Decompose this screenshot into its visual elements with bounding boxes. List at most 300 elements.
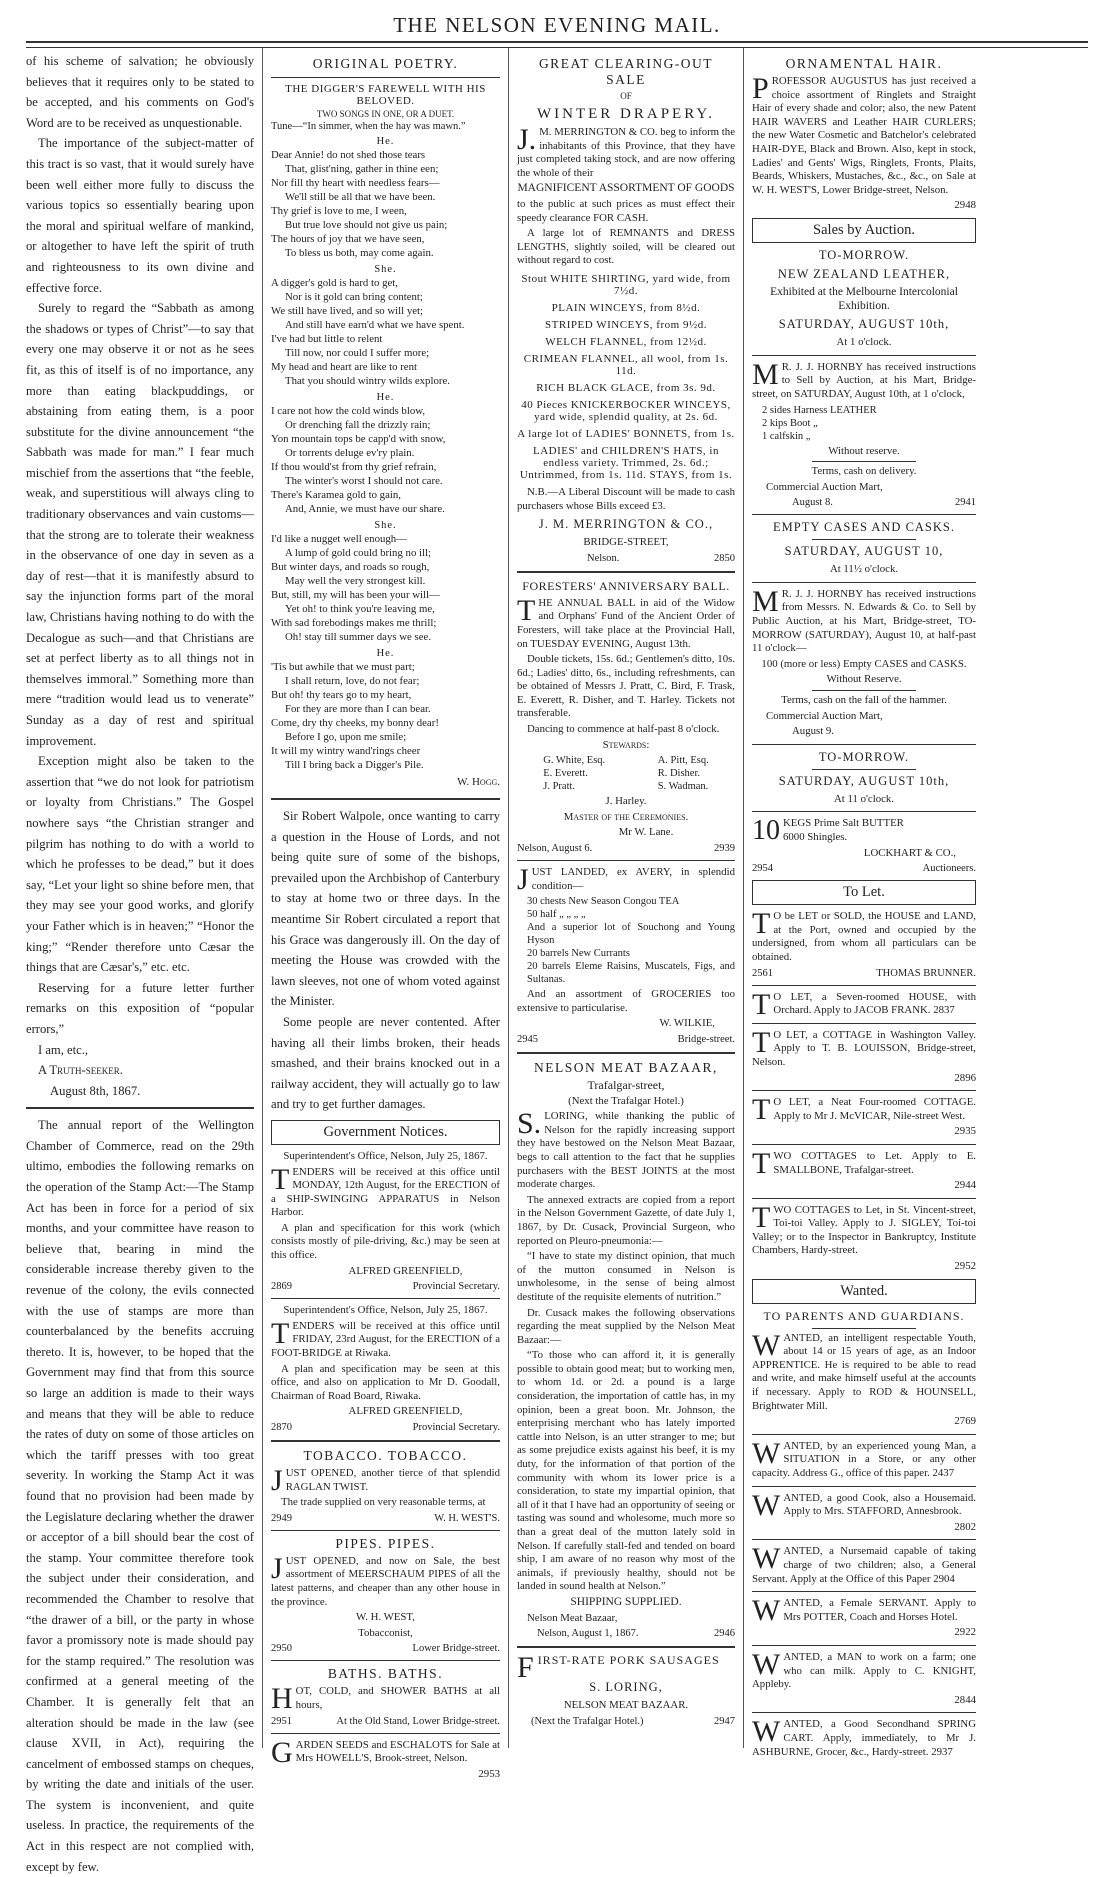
ad-number: 2952 xyxy=(954,1260,976,1273)
just-landed-ad xyxy=(517,863,735,1046)
ad-heading: TO PARENTS AND GUARDIANS. xyxy=(763,1308,965,1323)
drapery-sale-ad xyxy=(517,56,735,565)
wanted-ad xyxy=(752,1542,976,1586)
ad-number: 2935 xyxy=(954,1125,976,1138)
ad-number: 2896 xyxy=(954,1071,976,1084)
notice-office: Superintendent's Office, Nelson, July 25, 1867. xyxy=(283,1304,488,1317)
ad-number: 2945 xyxy=(517,1034,538,1045)
ad-number: 2939 xyxy=(714,843,735,855)
auction-item: 1 calfskin „ xyxy=(762,430,811,442)
steward: E. Everett. xyxy=(543,768,588,780)
divider xyxy=(752,1645,976,1646)
ad-text: ANTED, a Nursemaid capable of taking charge of two children; also, a General Servant. Apply at the Office of this Paper xyxy=(752,1545,976,1585)
wanted-ad xyxy=(752,1488,976,1535)
poem-line: A digger's gold is hard to get, xyxy=(271,277,398,289)
ad-number: 2904 xyxy=(933,1572,955,1585)
notice-text: A plan and specification for this work (which consists mostly of pile-driving, &c.) may be seen at this office. xyxy=(271,1221,500,1262)
ad-text: R. J. J. HORNBY has received instructions from Messrs. N. Edwards & Co. to Sell by Public Auction, at his Mart, Bridge-street, TO-MORROW (SATURDAY), August 10, at half-past 11 o'clock— xyxy=(752,587,976,655)
ad-heading: GREAT CLEARING-OUT SALE xyxy=(538,56,714,87)
notice-signer: ALFRED GREENFIELD, xyxy=(348,1264,463,1277)
poem-line: Yon mountain tops be capp'd with snow, xyxy=(271,433,446,445)
poem-line: Before I go, upon me smile; xyxy=(285,731,407,743)
ad-text: UST OPENED, and now on Sale, the best assortment of MEERSCHAUM PIPES of all the latest patterns, and cheaper than any other house in the province. xyxy=(271,1554,500,1608)
ad-signer: Nelson Meat Bazaar, xyxy=(527,1611,618,1624)
notice-signer: ALFRED GREENFIELD, xyxy=(348,1405,463,1418)
poem-line: A lump of gold could bring no ill; xyxy=(285,547,432,559)
divider xyxy=(752,1434,976,1435)
ad-text: O LET, a Seven-roomed HOUSE, with Orchard. Apply to JACOB FRANK. xyxy=(773,990,976,1017)
landed-item: And a superior lot of Souchong and Young Hyson xyxy=(527,922,735,947)
divider xyxy=(271,1733,500,1734)
column-4 xyxy=(744,48,984,1758)
divider xyxy=(271,1440,500,1442)
poem-line: To bless us both, may come again. xyxy=(285,247,434,259)
poem-line: We'll still be all that we have been. xyxy=(285,191,436,203)
notice-text: ENDERS will be received at this office until FRIDAY, 23rd August, for the ERECTION of a FOOT-BRIDGE at Riwaka. xyxy=(271,1319,500,1360)
auction-item: 100 (more or less) Empty CASES and CASKS. xyxy=(761,657,967,670)
poem-line: The winter's worst I should not care. xyxy=(285,475,443,487)
ad-quote: “I have to state my distinct opinion, that much of the mutton consumed in Nelson is unwholesome, in the sense of being almost destitute of the requisite elements of nutrition.” xyxy=(517,1250,735,1303)
stanza xyxy=(271,404,500,516)
divider xyxy=(812,461,916,462)
poem-line: We still have lived, and so will yet; xyxy=(271,305,424,317)
ad-number: 2561 xyxy=(752,967,773,979)
divider xyxy=(752,1712,976,1713)
ad-heading: WINTER DRAPERY. xyxy=(536,106,716,122)
ad-number: 2948 xyxy=(954,199,976,212)
ad-text: 6000 Shingles. xyxy=(783,831,848,843)
auction-time: At 1 o'clock. xyxy=(836,336,892,349)
divider xyxy=(271,1298,500,1299)
steward: S. Wadman. xyxy=(657,781,709,793)
ad-number: 2953 xyxy=(478,1767,500,1780)
poem-line: For they are more than I can bear. xyxy=(285,703,431,715)
poem-line: I've had but little to relent xyxy=(271,333,383,345)
ad-date: Nelson, August 6. xyxy=(517,843,593,855)
ad-note: N.B.—A Liberal Discount will be made to cash purchasers whose Bills exceed £3. xyxy=(517,485,735,512)
poem-line: Yet oh! to think you're leaving me, xyxy=(285,603,435,615)
poem-line: That, glist'ning, gather in thine een; xyxy=(285,163,439,175)
poem-line: I'd like a nugget well enough— xyxy=(271,533,407,545)
meat-bazaar-ad xyxy=(517,1060,735,1640)
stanza xyxy=(271,532,500,644)
ad-number: 2951 xyxy=(271,1715,292,1727)
drop-cap: S. xyxy=(517,1107,542,1141)
poem-line: 'Tis but awhile that we must part; xyxy=(271,661,415,673)
poem-line: It will my wintry wand'rings cheer xyxy=(271,745,421,757)
drop-cap: M xyxy=(752,357,779,391)
ad-highlight: MAGNIFICENT ASSORTMENT OF GOODS xyxy=(517,182,735,195)
stanza xyxy=(271,148,500,260)
ad-number: 2944 xyxy=(954,1179,976,1192)
auction-terms: Terms, cash on the fall of the hammer. xyxy=(781,694,947,707)
to-let-ad xyxy=(752,987,976,1021)
divider xyxy=(752,744,976,745)
drop-cap: W xyxy=(752,1542,781,1576)
divider xyxy=(517,1646,735,1648)
wanted-ad xyxy=(752,1436,976,1481)
divider xyxy=(752,1023,976,1024)
ad-heading: PIPES. PIPES. xyxy=(335,1535,436,1551)
wanted-ad xyxy=(752,1647,976,1707)
wanted-heading: Wanted. xyxy=(752,1279,976,1304)
ad-number: 2837 xyxy=(933,1004,955,1017)
masthead-rule xyxy=(26,41,1088,48)
drop-cap: M xyxy=(752,584,779,618)
steward: R. Disher. xyxy=(657,768,700,780)
stanza xyxy=(271,276,500,388)
drop-cap: T xyxy=(271,1316,290,1350)
poem-line: And, Annie, we must have our share. xyxy=(285,503,445,515)
auction-title: EMPTY CASES AND CASKS. xyxy=(773,520,955,535)
poem-line: Or torrents deluge ev'ry plain. xyxy=(285,447,415,459)
ad-heading: FORESTERS' ANNIVERSARY BALL. xyxy=(522,578,730,593)
ad-text: ANTED, a good Cook, also a Housemaid. Apply to Mrs. STAFFORD, Annesbrook. xyxy=(783,1491,976,1518)
speaker-label: He. xyxy=(376,392,395,403)
ad-text: OT, COLD, and SHOWER BATHS at all hours, xyxy=(295,1685,500,1711)
ad-text: Double tickets, 15s. 6d.; Gentlemen's ditto, 10s. 6d.; Ladies' ditto, 6s., including refreshments, can be obtained of Messrs J. Pratt, C. Bird, F. Trask, E. Everett, R. Disher, and T. Harley. Tickets not transferable. xyxy=(517,653,735,720)
ad-text: M. MERRINGTON & CO. beg to inform the inhabitants of this Province, that they have just completed taking stock, and are now offering the whole of their xyxy=(517,126,735,179)
poem-line: Till I bring back a Digger's Pile. xyxy=(285,759,424,771)
poem-line: Till now, nor could I suffer more; xyxy=(285,347,430,359)
divider xyxy=(752,1486,976,1487)
ad-number: 2947 xyxy=(714,1715,735,1727)
steward: J. Pratt. xyxy=(543,781,576,793)
notice-title: Provincial Secretary. xyxy=(412,1422,500,1433)
stamp-act-article: The annual report of the Wellington Chamber of Commerce, read on the 29th ultimo, embodies the following remarks on the operation of the Stamp Act:—The Stamp Act has been in force for a period of six months, and your committee have reason to believe that, bearing in mind the considerable increase thereby given to the revenue of the colony, the evils connected with the use of stamps are more than counterbalanced by the benefits accruing thereto. It is, however, to be hoped that the Government may find that from this source so large an addition is made to their ways and means that they will be able to reduce the rates of duty on some of those articles on which the tariff presses with too great severity. In working the Stamp Act it was found that no provision had been made by the Legislature declaring whether the drawer or acceptor of a bill should bear the cost of the stamp. Your committee therefore took the subject under their consideration, and recommended the Chamber to resolve that “the drawer of a bill, or the party in whose favor a promissory note is made should pay for the stamp required.” The resolution was confirmed at a general meeting of the Chamber. It is generally felt that an alteration should be made in the law (see clause XVII, in Act), requiring the cancelment of embossed stamps on cheques, by writing the date and initials of the user. The system is inconvenient, and quite useless. In practice, the requirements of the Act in this respect are not complied with, except by few. xyxy=(26,1118,254,1874)
ad-date: August 9. xyxy=(792,725,834,738)
poem-line: I care not how the cold winds blow, xyxy=(271,405,426,417)
letter-date: August 8th, 1867. xyxy=(50,1083,141,1098)
auction-terms: Terms, cash on delivery. xyxy=(811,465,917,478)
ad-text: The trade supplied on very reasonable terms, at xyxy=(281,1496,486,1509)
divider xyxy=(752,1090,976,1091)
auction-day: TO-MORROW. xyxy=(818,247,910,262)
drop-cap: J xyxy=(517,863,529,897)
ad-signer: THOMAS BRUNNER. xyxy=(876,967,976,979)
notice-title: Provincial Secretary. xyxy=(412,1281,500,1293)
ad-number: 2937 xyxy=(931,1745,953,1758)
ad-text: KEGS Prime Salt BUTTER xyxy=(783,817,904,830)
ad-signer: LOCKHART & CO., xyxy=(863,846,956,859)
ad-number: 2949 xyxy=(271,1512,292,1524)
ad-text: O LET, a COTTAGE in Washington Valley. Apply to T. B. LOUISSON, Bridge-street, Nelson. xyxy=(752,1028,976,1068)
auction-subtitle: Exhibited at the Melbourne Intercolonial Exhibition. xyxy=(770,285,958,312)
ad-text: WO COTTAGES to Let. Apply to E. SMALLBONE, Trafalgar-street. xyxy=(773,1149,976,1176)
drop-cap: T xyxy=(752,1093,771,1127)
ad-heading: TOBACCO. TOBACCO. xyxy=(303,1448,468,1463)
poem-line: Come, dry thy cheeks, my bonny dear! xyxy=(271,717,439,729)
drop-cap: T xyxy=(752,1146,771,1180)
auction-title: NEW ZEALAND LEATHER, xyxy=(777,266,951,281)
poem-line: But true love should not give us pain; xyxy=(285,219,448,231)
ad-text: R. J. J. HORNBY has received instructions to Sell by Auction, at his Mart, Bridge-street, on SATURDAY, August 10th, at 1 o'clock, xyxy=(752,360,976,400)
sale-item: A large lot of LADIES' BONNETS, from 1s. xyxy=(517,427,735,440)
divider xyxy=(271,1660,500,1661)
cases-auction xyxy=(752,520,976,739)
auction-item: 2 sides Harness LEATHER xyxy=(762,404,877,416)
tobacco-ad xyxy=(271,1448,500,1525)
to-let-ad xyxy=(752,1200,976,1274)
poem-line: Dear Annie! do not shed those tears xyxy=(271,149,426,161)
auction-reserve: Without Reserve. xyxy=(826,673,902,686)
ad-town: Nelson. xyxy=(587,552,620,564)
drop-cap: J. xyxy=(517,123,537,156)
speaker-label: She. xyxy=(374,520,397,531)
government-notice xyxy=(271,1150,500,1293)
speaker-label: He. xyxy=(376,136,395,147)
ad-number: 2769 xyxy=(954,1415,976,1428)
landed-item: 20 barrels Eleme Raisins, Muscatels, Figs, and Sultanas. xyxy=(527,961,735,986)
notice-text: A plan and specification may be seen at this office, and also on application to Mr D. Goodall, Chairman of Road Board, Riwaka. xyxy=(271,1362,500,1402)
foresters-ball-ad xyxy=(517,579,735,855)
ad-text: UST LANDED, ex AVERY, in splendid condition— xyxy=(531,866,735,892)
auction-mart: Commercial Auction Mart, xyxy=(766,480,883,493)
ad-text: The annexed extracts are copied from a report in the Nelson Government Gazette, of date July 1, 1867, by Dr. Cusack, Provincial Surgeon, who reported on Pleuro-pneumonia:— xyxy=(517,1193,735,1247)
stewards-heading: Stewards: xyxy=(602,738,650,751)
drop-cap: W xyxy=(752,1488,781,1522)
government-notices-heading: Government Notices. xyxy=(271,1120,500,1145)
ad-heading-of: OF xyxy=(620,91,632,101)
sale-item: STRIPED WINCEYS, from 9½d. xyxy=(545,318,707,331)
auction-time: At 11½ o'clock. xyxy=(829,563,899,576)
ad-text: ANTED, by an experienced young Man, a SITUATION in a Store, or any other capacity. Address G., office of this paper. xyxy=(752,1439,976,1479)
divider xyxy=(752,985,976,986)
ad-address: NELSON MEAT BAZAAR. xyxy=(563,1699,689,1712)
ad-number: 2870 xyxy=(271,1422,292,1433)
ad-signer: W. WILKIE, xyxy=(659,1017,715,1030)
drop-cap: W xyxy=(752,1436,781,1470)
poem-line: But winter days, and roads so rough, xyxy=(271,561,430,573)
drop-cap: J xyxy=(271,1464,283,1497)
divider xyxy=(271,1530,500,1531)
ad-number: 2802 xyxy=(954,1520,976,1533)
poem-line: Or drenching fall the drizzly rain; xyxy=(285,419,431,431)
wanted-ad xyxy=(752,1715,976,1759)
divider xyxy=(271,798,500,800)
ad-text: O LET, a Neat Four-roomed COTTAGE. Apply to Mr J. McVICAR, Nile-street West. xyxy=(773,1096,976,1122)
landed-item: 50 half „ „ „ „ xyxy=(527,909,586,921)
drop-cap: T xyxy=(752,1200,771,1234)
ad-text: ROFESSOR AUGUSTUS has just received a choice assortment of Ringlets and Straight Hair of every shade and color; also, the new Patent HAIR WAVERS and Leather HAIR CURLERS; the new Water Cosmetic and Batchelor's celebrated HAIR-DYE, Black and Brown. Also, kept in stock, Ladies' and Gents' Wigs, Ringlets, Fronts, Plaits, Beards, Whiskers, Mustaches, &c., &c., on Sale at W. H. WEST'S, Lower Bridge-street, Nelson. xyxy=(752,75,976,196)
ad-text: LORING, while thanking the public of Nelson for the rapidly increasing support they have bestowed on the Nelson Meat Bazaar, begs to call attention to the fact that he supplies purchasers with the BEST JOINTS at the most moderate charges. xyxy=(517,1110,735,1191)
ad-number: 2869 xyxy=(271,1281,292,1293)
poem-line: But oh! thy tears go to my heart, xyxy=(271,689,412,701)
poem-title: THE DIGGER'S FAREWELL WITH HIS BELOVED. xyxy=(285,83,486,107)
poem-tune: Tune—“In simmer, when the hay was mawn.” xyxy=(271,121,466,132)
ad-text: WO COTTAGES to Let, in St. Vincent-street, Toi-toi Valley. Apply to J. SIGLEY, Toi-toi Valley; or to the Inspector in Bankruptcy, Institute Chambers, Hardy-street. xyxy=(752,1203,976,1257)
steward: A. Pitt, Esq. xyxy=(657,755,709,767)
drop-cap: P xyxy=(752,72,769,105)
drop-cap: T xyxy=(517,593,536,627)
divider xyxy=(752,1144,976,1145)
letter-closing: I am, etc., xyxy=(38,1042,88,1057)
ad-text: A large lot of REMNANTS and DRESS LENGTHS, slightly soiled, will be cleared out without regard to cost. xyxy=(517,227,735,267)
drop-cap: F xyxy=(517,1651,535,1685)
ad-text: O be LET or SOLD, the HOUSE and LAND, at the Port, owned and occupied by the undersigned, from whom all particulars can be obtained. xyxy=(752,910,976,963)
auction-reserve: Without reserve. xyxy=(828,444,900,457)
master-heading: Master of the Ceremonies. xyxy=(563,810,689,823)
steward: J. Harley. xyxy=(605,795,647,808)
poem-line: With sad forebodings makes me thrill; xyxy=(271,617,437,629)
ad-text: Dr. Cusack makes the following observations regarding the meat supplied by the Nelson Meat Bazaar:— xyxy=(517,1306,735,1346)
divider xyxy=(752,1198,976,1199)
poem-subtitle: TWO SONGS IN ONE, OR A DUET. xyxy=(316,109,455,119)
sale-item: PLAIN WINCEYS, from 8½d. xyxy=(551,301,701,314)
ad-firm: J. M. MERRINGTON & CO., xyxy=(538,517,714,532)
poem-line: Nor is it gold can bring content; xyxy=(285,291,423,303)
auction-date: SATURDAY, AUGUST 10, xyxy=(784,544,944,559)
stanza xyxy=(271,660,500,772)
sale-item: CRIMEAN FLANNEL, all wool, from 1s. 11d. xyxy=(523,352,729,377)
notice-text: ENDERS will be received at this office until MONDAY, 12th August, for the ERECTION of a SHIP-SWINGING APPARATUS in Nelson Harbor. xyxy=(271,1165,500,1219)
pork-sausages-ad xyxy=(517,1651,735,1728)
poem-line: My head and heart are like to rent xyxy=(271,361,417,373)
drop-cap: T xyxy=(752,1025,771,1059)
speaker-label: She. xyxy=(374,264,397,275)
divider xyxy=(271,77,500,78)
ad-number: 2946 xyxy=(714,1628,735,1640)
divider xyxy=(752,582,976,583)
butter-auction xyxy=(752,750,976,875)
drop-cap: W xyxy=(752,1594,781,1628)
divider xyxy=(752,514,976,515)
auction-mart: Commercial Auction Mart, xyxy=(766,709,883,722)
ad-address: BRIDGE-STREET, xyxy=(583,536,669,549)
ad-text: UST OPENED, another tierce of that splendid RAGLAN TWIST. xyxy=(285,1467,500,1493)
poem-line: Nor fill thy heart with needless fears— xyxy=(271,177,440,189)
poem-line: Thy grief is love to me, I ween, xyxy=(271,205,407,217)
keg-count: 10 xyxy=(752,815,780,847)
drop-cap: W xyxy=(752,1715,781,1749)
ad-heading: NELSON MEAT BAZAAR, xyxy=(534,1060,718,1075)
garden-seeds-ad xyxy=(271,1735,500,1782)
column-1 xyxy=(18,48,263,1874)
poem-line: There's Karamea gold to gain, xyxy=(271,489,401,501)
to-let-ad xyxy=(752,907,976,979)
divider xyxy=(812,539,916,540)
landed-item: 30 chests New Season Congou TEA xyxy=(527,896,680,908)
ad-text: ANTED, a MAN to work on a farm; one who can milk. Apply to C. KNIGHT, Appleby. xyxy=(752,1650,976,1691)
poem-line: Oh! stay till summer days we see. xyxy=(285,631,432,643)
ad-number: 2950 xyxy=(271,1643,292,1655)
auction-date: SATURDAY, AUGUST 10th, xyxy=(778,773,950,788)
ad-quote: “To those who can afford it, it is generally possible to obtain good meat; but to working men, to whom 1d. or 2d. a pound is a large consideration, the importation of cattle has, in my opinion, been a great boon. Mr. Johnson, the enterprising merchant who has lately imported cattle into Nelson, is an utter stranger to me; but as some prejudice exists against his beef, it is my duty, for the information of that portion of the community with whom its lower price is a consideration, to state my impartial opinion, that all of it that I have had an opportunity of seeing or tasting was sound and wholesome, much more so than a great deal of the mutton lately sold in Nelson. If carefully stall-fed and tended on board ship, I am aware of no reason why most of the animals, if previously healthy, should not be landed in sound health at Nelson.” xyxy=(517,1349,735,1593)
letter-paragraph: The importance of the subject-matter of this tract is so vast, that it would surely have been well either more fully to discuss the various topics so essentially bearing upon the moral and spiritual welfare of mankind, or altogether to have left the spirit of truth and righteousness to its own divine and effective force. xyxy=(26,136,254,295)
ad-heading: IRST-RATE PORK SAUSAGES xyxy=(537,1653,720,1668)
section-heading: ORIGINAL POETRY. xyxy=(312,56,459,71)
ad-address: Bridge-street. xyxy=(677,1034,735,1045)
masthead-title: THE NELSON EVENING MAIL. xyxy=(393,13,721,37)
poem-line: If thou would'st from thy grief refrain, xyxy=(271,461,437,473)
poem-line: May well the very strongest kill. xyxy=(285,575,426,587)
letter-signature: A Truth-seeker. xyxy=(38,1063,123,1078)
ad-highlight: SHIPPING SUPPLIED. xyxy=(570,1595,682,1608)
auction-date: SATURDAY, AUGUST 10th, xyxy=(778,317,950,332)
drop-cap: T xyxy=(752,987,771,1021)
ad-signer-role: Auctioneers. xyxy=(922,863,976,875)
ad-text: ARDEN SEEDS and ESCHALOTS for Sale at Mrs HOWELL'S, Brook-street, Nelson. xyxy=(295,1738,500,1765)
drop-cap: J xyxy=(271,1551,283,1585)
divider xyxy=(752,1539,976,1540)
ad-text: ANTED, an intelligent respectable Youth, about 14 or 15 years of age, as an Indoor APPRENTICE. He is required to be able to read and write, and make himself useful at the accounts if necessary. Apply to ROD & HOUNSELL, Brightwater Mill. xyxy=(752,1331,976,1412)
ad-heading: ORNAMENTAL HAIR. xyxy=(785,56,943,71)
divider xyxy=(812,769,916,770)
ad-date: Nelson, August 1, 1867. xyxy=(537,1628,639,1640)
ornamental-hair-ad xyxy=(752,56,976,213)
sale-item: RICH BLACK GLACE, from 3s. 9d. xyxy=(536,381,716,394)
poem-line: But, still, my will has been your will— xyxy=(271,589,440,601)
wanted-ad xyxy=(752,1594,976,1640)
sale-item: WELCH FLANNEL, from 12½d. xyxy=(545,335,707,348)
ad-signer: S. LORING, xyxy=(589,1680,663,1695)
column-3 xyxy=(509,48,744,1748)
ad-number: 2850 xyxy=(714,552,735,564)
ad-subheading: Trafalgar-street, xyxy=(587,1078,665,1092)
government-notice xyxy=(271,1304,500,1434)
sale-item: 40 Pieces KNICKERBOCKER WINCEYS, yard wide, splendid quality, at 2s. 6d. xyxy=(521,398,731,423)
divider xyxy=(517,571,735,573)
auction-item: 2 kips Boot „ xyxy=(762,417,818,429)
ad-number: 2941 xyxy=(955,497,976,509)
ad-signer: W. H. WEST'S. xyxy=(434,1512,500,1524)
ad-text: ANTED, a Female SERVANT. Apply to Mrs POTTER, Coach and Horses Hotel. xyxy=(783,1597,976,1623)
sale-item: LADIES' and CHILDREN'S HATS, in endless variety. Trimmed, 2s. 6d.; Untrimmed, from 1s. 11d. STAYS, from 1s. xyxy=(519,444,733,481)
ad-date: August 8. xyxy=(792,497,833,509)
baths-ad xyxy=(271,1666,500,1727)
contented-anecdote: Some people are never contented. After having all their limbs broken, their heads smashed, and their brains knocked out in a railway accident, they will actually go to law and try to get further damages. xyxy=(271,1014,500,1112)
ad-text: ANTED, a Good Secondhand SPRING CART. Apply, immediately, to Mr J. ASHBURNE, Grocer, &c., Hardy-street. xyxy=(752,1718,976,1758)
drop-cap: T xyxy=(271,1162,290,1196)
ad-number: 2437 xyxy=(932,1467,955,1479)
ad-number: 2844 xyxy=(954,1693,976,1706)
steward: G. White, Esq. xyxy=(543,755,606,767)
leather-auction xyxy=(752,248,976,509)
master-name: Mr W. Lane. xyxy=(618,826,674,839)
to-let-ad xyxy=(752,1146,976,1193)
ad-text: Dancing to commence at half-past 8 o'clock. xyxy=(527,723,720,736)
auction-time: At 11 o'clock. xyxy=(833,792,894,805)
wanted-ad xyxy=(752,1309,976,1429)
ad-address: Lower Bridge-street. xyxy=(412,1643,500,1655)
column-divider xyxy=(26,1107,254,1109)
ad-subheading: (Next the Trafalgar Hotel.) xyxy=(568,1094,684,1107)
ad-number: 2922 xyxy=(954,1626,976,1639)
divider xyxy=(517,1052,735,1054)
drop-cap: T xyxy=(752,907,771,941)
ad-text: HE ANNUAL BALL in aid of the Widow and Orphans' Fund of the Ancient Order of Foresters, will take place at the Provincial Hall, on TUESDAY EVENING, August 13th. xyxy=(517,596,735,650)
walpole-anecdote: Sir Robert Walpole, once wanting to carry a question in the House of Lords, and not being quite sure of some of the bishops, prevailed upon the Archbishop of Canterbury to stay at home two or three days. In the meantime Sir Robert circulated a report that his Grace was dangerously ill. On the day of meeting the House was crowded with the lawn sleeves, not one of whom voted against the Minister. xyxy=(271,809,500,1009)
divider xyxy=(752,811,976,812)
ad-address: At the Old Stand, Lower Bridge-street. xyxy=(336,1715,500,1727)
stewards-list xyxy=(517,754,735,793)
ad-heading: BATHS. BATHS. xyxy=(327,1666,444,1682)
ad-address: (Next the Trafalgar Hotel.) xyxy=(531,1715,644,1727)
pipes-ad xyxy=(271,1536,500,1656)
letter-paragraph: Surely to regard the “Sabbath as among the shadows or types of Christ”—to say that every one may observe it or not as he sees fit, as this of itself is of no importance, any more than eating blackpuddings, or abstaining from eating them, is a poor substitute for the divine announcement “the Sabbath was made for man.” I fear much mischief from the assertions that “the feeble, weak, and superstitious will always cling to traditionary observances and vain customs—that the strong are to tolerate their weakness in the observance of one day in seven as a day of rest—that it is manifestly absurd to say the injunction forms part of the moral law, Christians having nothing to do with the Decalogue as such—and that Christians are set at perfect liberty as to all things not in themselves immoral.” Something more than mere “tradition would lead us to venerate” Sunday as a day of rest and spiritual improvement. xyxy=(26,301,254,748)
ad-number: 2954 xyxy=(752,863,773,875)
poet-name: W. Hogg. xyxy=(457,776,500,788)
to-let-ad xyxy=(752,1025,976,1085)
poem xyxy=(271,83,500,792)
to-let-heading: To Let. xyxy=(752,880,976,905)
ad-signer-role: Tobacconist, xyxy=(358,1626,413,1639)
auction-day: TO-MORROW. xyxy=(818,749,910,764)
letter-paragraph: Reserving for a future letter further remarks on this exposition of “popular errors,” xyxy=(26,980,254,1036)
letter-paragraph: of his scheme of salvation; he obviously believes that it requires only to be stated to be accepted, and his comments on God's Word are to be received as unquestionable. xyxy=(26,54,254,130)
divider xyxy=(812,690,916,691)
sales-by-auction-heading: Sales by Auction. xyxy=(752,218,976,243)
